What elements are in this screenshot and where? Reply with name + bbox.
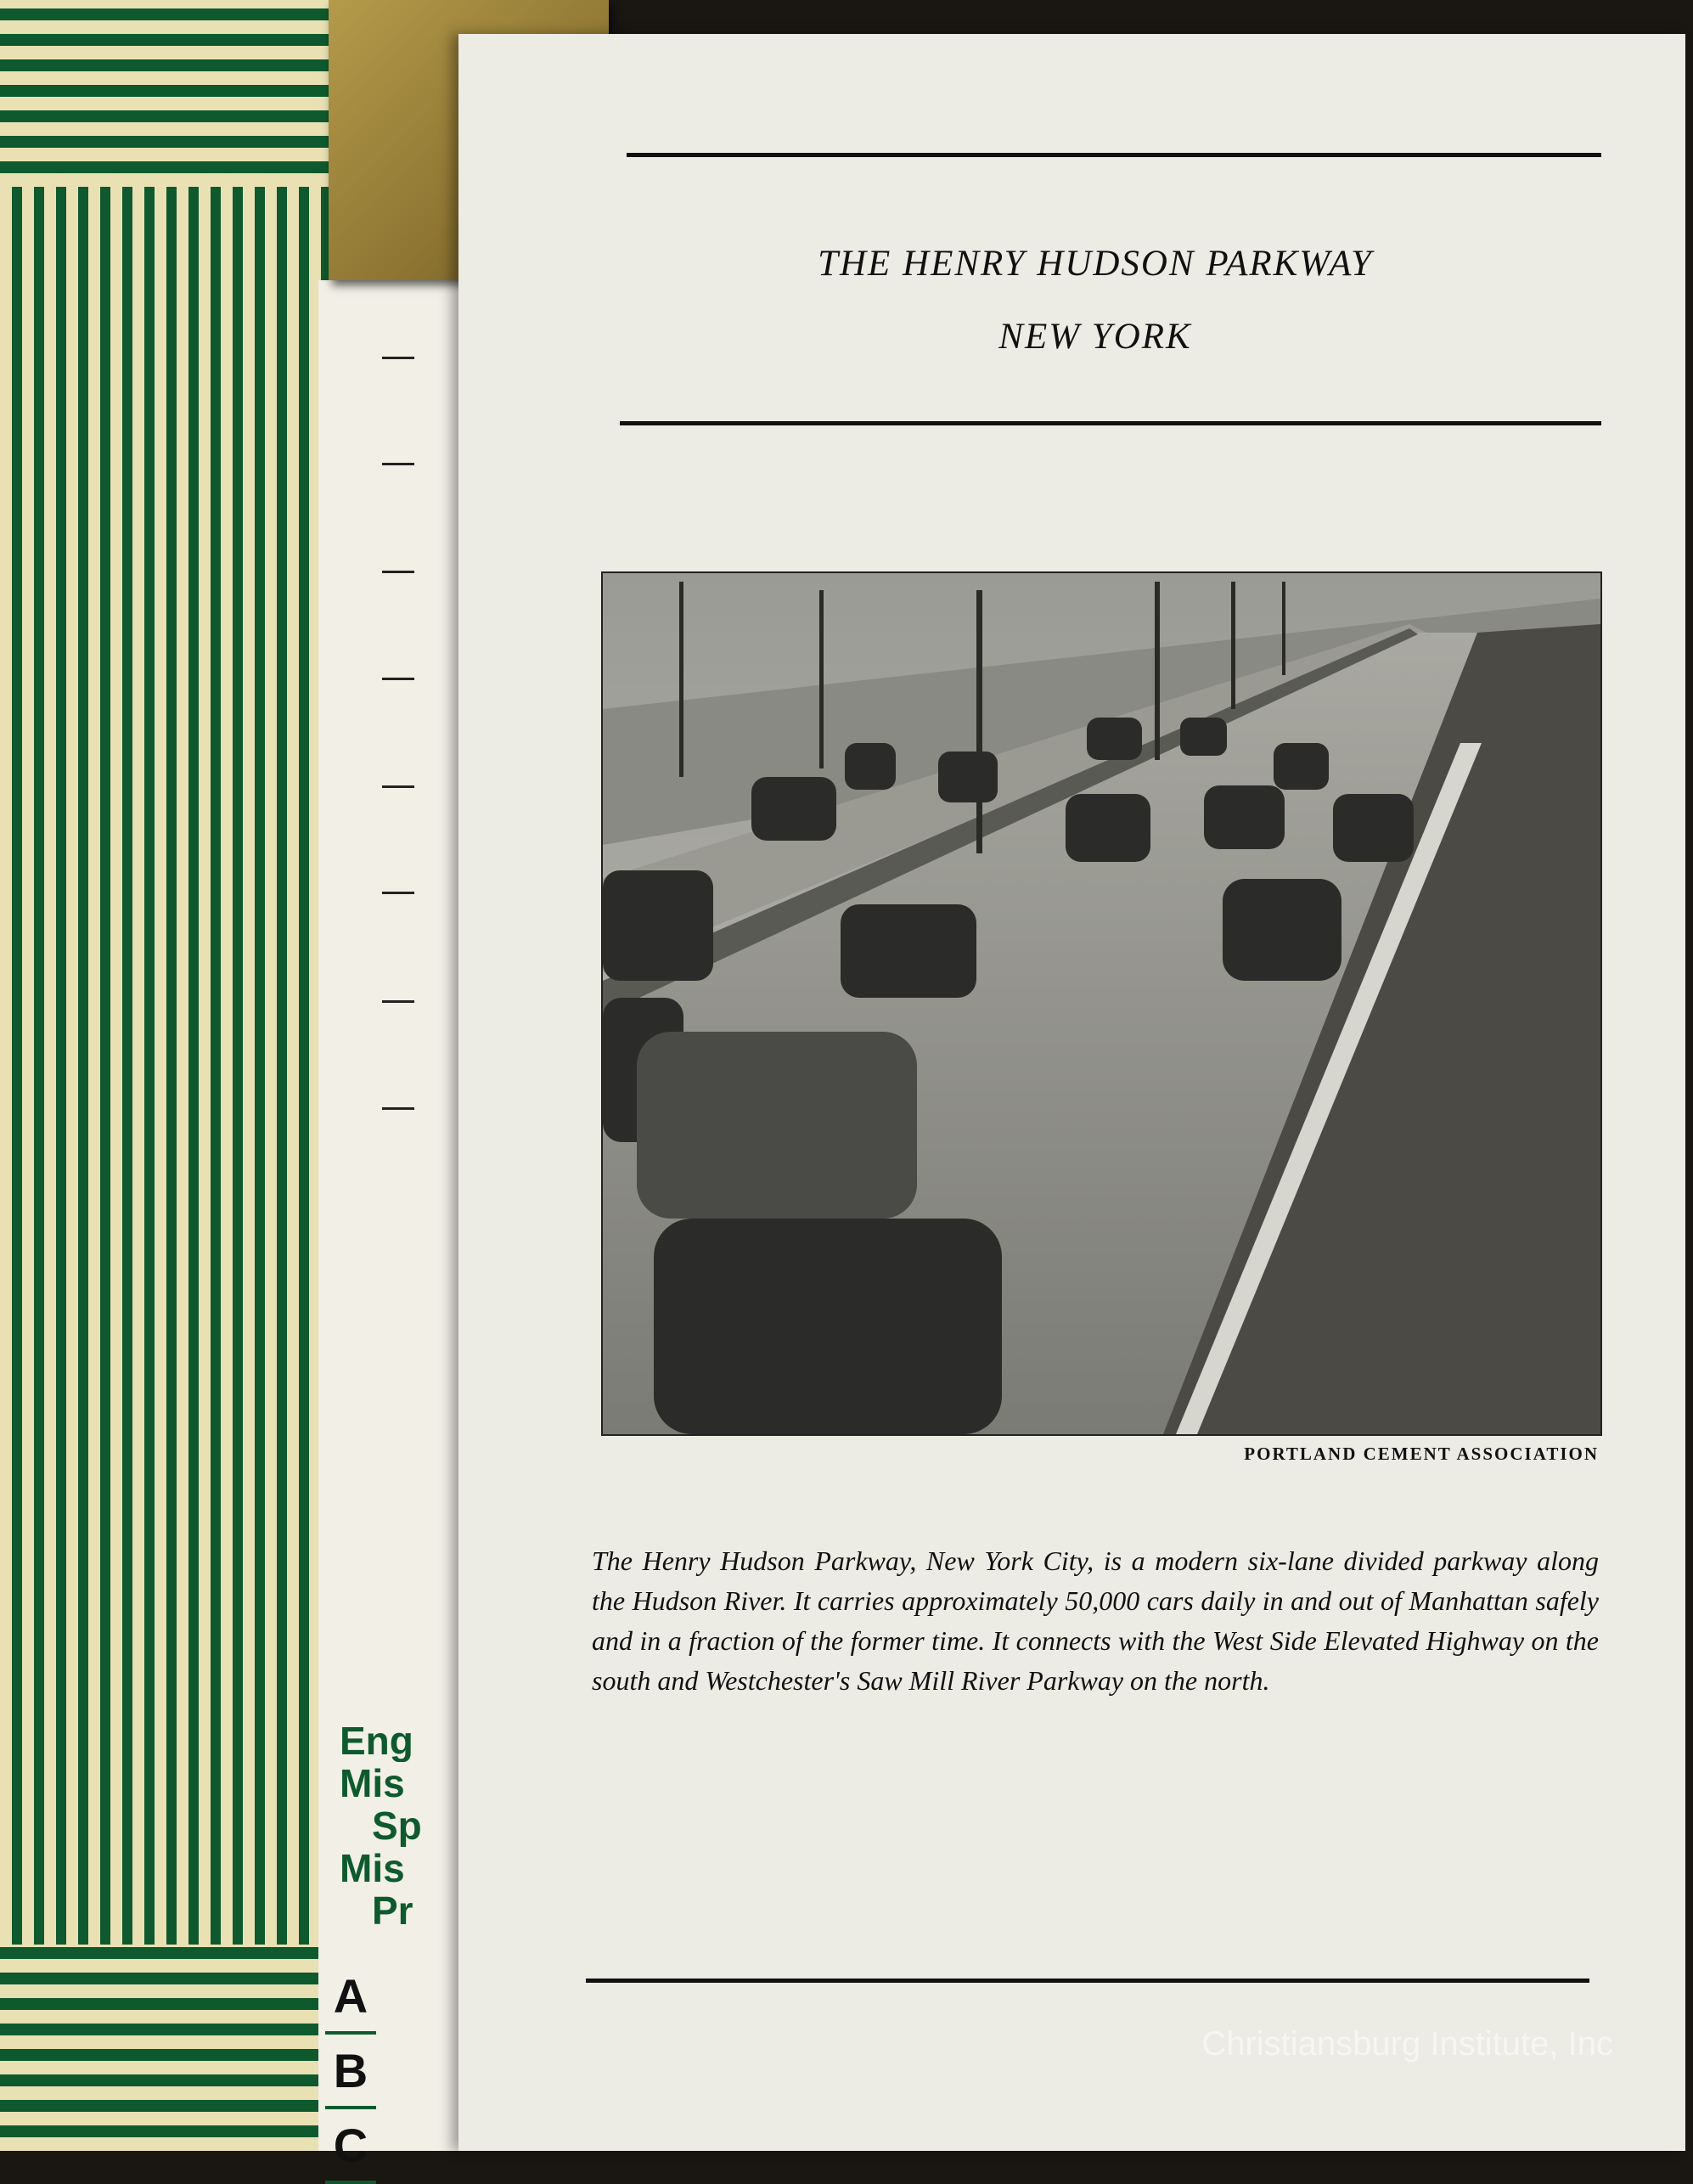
cover-stripe-band-bottom (0, 1945, 331, 2151)
car (1333, 794, 1414, 862)
tab-letter-a[interactable]: A (325, 1962, 376, 2035)
bottom-rule (586, 1979, 1589, 1983)
lamp-post (976, 590, 982, 853)
lamp-post (1231, 582, 1235, 709)
watermark: Christiansburg Institute, Inc (1201, 2025, 1613, 2063)
lamp-post (1155, 582, 1160, 760)
car (637, 1032, 917, 1219)
car (654, 1219, 1002, 1434)
utility-pole (679, 582, 683, 777)
index-tab-labels (340, 1720, 475, 1932)
parkway-photo-drawing (603, 573, 1600, 1434)
tab-letter-b[interactable]: B (325, 2036, 376, 2109)
tab-label: Pr (372, 1889, 413, 1932)
lamp-post (1282, 582, 1285, 675)
car (603, 870, 713, 981)
top-rule (627, 153, 1601, 157)
tab-label: Mis (340, 1847, 405, 1889)
tab-tick (382, 892, 414, 894)
title-line-1: THE HENRY HUDSON PARKWAY (818, 244, 1373, 284)
car (1066, 794, 1150, 862)
car (938, 751, 998, 802)
title-underline-rule (620, 421, 1601, 425)
car (1087, 718, 1142, 760)
car (1180, 718, 1227, 756)
tab-label: Mis (340, 1762, 405, 1804)
tab-tick (382, 1000, 414, 1003)
car (1204, 785, 1285, 849)
car (751, 777, 836, 841)
parkway-photograph (601, 571, 1602, 1436)
tab-letter-c[interactable]: C (325, 2111, 376, 2184)
car (841, 904, 976, 998)
cover-stripe-band-top (0, 0, 340, 187)
tab-label: Eng (340, 1720, 413, 1762)
photo-caption: The Henry Hudson Parkway, New York City, is a modern six-lane divided parkway along the Hudson River. It carries approximately 50,000 cars daily in and out of Manhattan safely and in a fraction of the former time. It connects with the West Side Elevated Highway on the south and Westchester's Saw Mill River Parkway on the north. (592, 1545, 1599, 1696)
car (1223, 879, 1341, 981)
tab-tick (382, 571, 414, 573)
tab-tick (382, 463, 414, 465)
title-line-2: NEW YORK (998, 317, 1192, 357)
tab-tick (382, 678, 414, 680)
page-title (730, 228, 1460, 374)
tab-label: Sp (372, 1804, 422, 1847)
tab-tick (382, 785, 414, 788)
car (845, 743, 896, 790)
tab-tick (382, 357, 414, 359)
photo-credit: PORTLAND CEMENT ASSOCIATION (1244, 1444, 1599, 1464)
tab-tick (382, 1107, 414, 1110)
utility-pole (819, 590, 824, 768)
car (1274, 743, 1329, 790)
book-cover-spine (0, 0, 340, 2151)
